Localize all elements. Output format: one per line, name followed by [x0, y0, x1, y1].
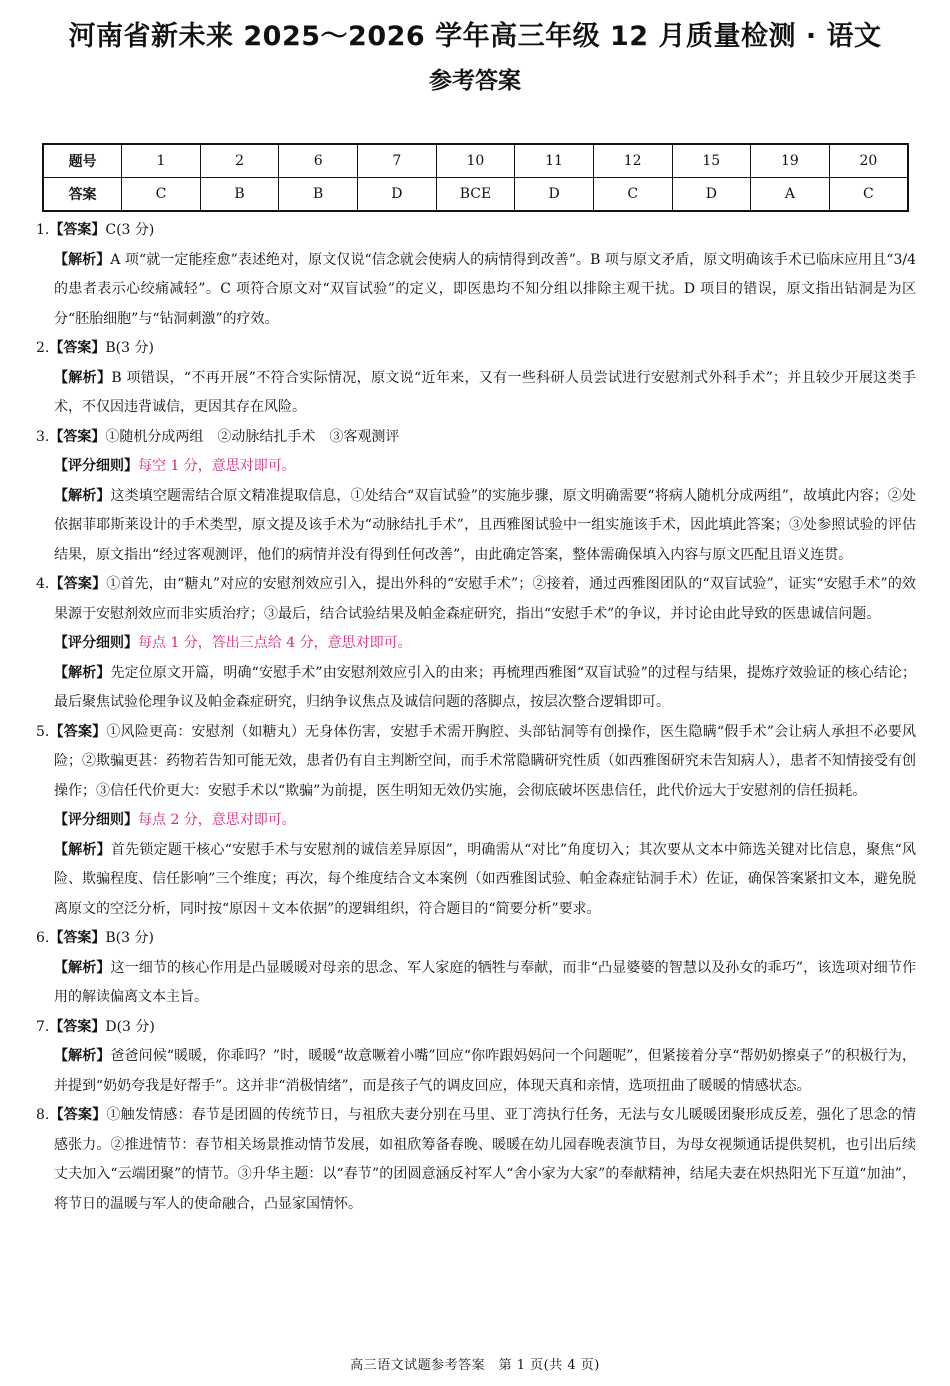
q5-scoring-text: 每点 2 分，意思对即可。: [138, 812, 296, 828]
q8-number: 8.: [36, 1107, 50, 1123]
q5-scoring: [36, 806, 916, 836]
answer-label: 【答案】: [49, 222, 106, 238]
answer-cell: D: [672, 178, 751, 212]
scoring-label: 【评分细则】: [54, 812, 138, 828]
q5-analysis-text: 首先锁定题干核心“安慰手术与安慰剂的诚信差异原因”，明确需从“对比”角度切入；其次要从文本中筛选关键对比信息，聚焦“风险、欺骗程度、信任影响”三个维度；再次，每个维度结合文本案例（如西雅图试验、帕金森症钻洞手术）佐证，确保答案紧扣文本，避免脱离原文的空泛分析，同时按“原因＋文本依据”的逻辑组织，符合题目的“简要分析”要求。: [54, 841, 916, 917]
q6-analysis: [36, 954, 916, 1013]
q2-analysis-text: B 项错误，“不再开展”不符合实际情况，原文说“近年来，又有一些科研人员尝试进行安慰剂式外科手术”；并且较少开展这类手术，不仅因违背诚信，更因其存在风险。: [54, 369, 916, 415]
q3-answer-text: ①随机分成两组 ②动脉结扎手术 ③客观测评: [105, 428, 400, 445]
q1-analysis-text: A 项“就一定能痊愈”表述绝对，原文仅说“信念就会使病人的病情得到改善”。B 项与原文矛盾，原文明确该手术已临床应用且“3/4 的患者表示心绞痛减轻”。C 项符合原文对“双盲试验”的定义，即医患均不知分组以排除主观干扰。D 项目的错误，原文指出钻洞是为区分“胚胎细胞”与“钻洞刺激”的疗效。: [54, 251, 916, 327]
q7-analysis-text: 爸爸问候“暖暖，你乖吗？”时，暖暖“故意噘着小嘴”回应“你咋跟妈妈问一个问题呢”，但紧接着分享“帮奶奶擦桌子”的积极行为，并提到“奶奶夸我是好帮手”。这并非“消极情绪”，而是孩子气的调皮回应，体现天真和亲情，选项扭曲了暖暖的情感状态。: [54, 1048, 916, 1094]
question-number-cell: 1: [122, 144, 201, 178]
analysis-label: 【解析】: [54, 959, 111, 976]
answer-explanations: [36, 216, 916, 1219]
q3-analysis-text: 这类填空题需结合原文精准提取信息，①处结合“双盲试验”的实施步骤，原文明确需要“将病人随机分成两组”，故填此内容；②处依据菲耶斯莱设计的手术类型，原文提及该手术为“动脉结扎手术”，且西雅图试验中一组实施该手术，因此填此答案；③处参照试验的评估结果，原文指出“经过客观测评，他们的病情并没有得到任何改善”，由此确定答案，整体需确保填入内容与原文匹配且语义连贯。: [54, 487, 916, 563]
q6-number: 6.: [36, 930, 50, 946]
q5-number: 5.: [36, 723, 50, 740]
answer-cell: C: [122, 178, 201, 212]
q7-analysis: [36, 1042, 916, 1101]
q3-number: 3.: [36, 428, 50, 445]
q1-answer: [36, 216, 916, 246]
q5-answer: [36, 718, 916, 807]
q2-analysis: [36, 364, 916, 423]
q1-analysis: [36, 246, 916, 335]
question-number-cell: 7: [358, 144, 437, 178]
question-number-cell: 15: [672, 144, 751, 178]
q8-answer: [36, 1101, 916, 1219]
answer-cell: C: [829, 178, 908, 212]
q4-scoring: [36, 629, 916, 659]
analysis-label: 【解析】: [54, 664, 111, 681]
question-number-cell: 20: [829, 144, 908, 178]
answer-table: [42, 143, 909, 212]
row-label-question: 题号: [43, 144, 122, 178]
q4-analysis: [36, 659, 916, 718]
question-number-cell: 6: [279, 144, 358, 178]
scoring-label: 【评分细则】: [54, 458, 138, 474]
question-number-cell: 19: [751, 144, 830, 178]
analysis-label: 【解析】: [54, 1048, 111, 1064]
answer-label: 【答案】: [49, 723, 107, 740]
q7-answer: [36, 1013, 916, 1043]
answer-label: 【答案】: [49, 576, 107, 592]
page-footer: 高三语文试题参考答案 第 1 页(共 4 页): [350, 1358, 600, 1373]
question-number-cell: 2: [200, 144, 279, 178]
q3-scoring: [36, 452, 916, 482]
q5-analysis: [36, 836, 916, 925]
answer-row: [43, 178, 908, 212]
question-number-cell: 11: [515, 144, 594, 178]
page-title: 河南省新未来 2025～2026 学年高三年级 12 月质量检测 · 语文: [68, 21, 882, 52]
question-number-cell: 12: [593, 144, 672, 178]
answer-cell: D: [515, 178, 594, 212]
q1-number: 1.: [36, 222, 50, 238]
answer-cell: B: [200, 178, 279, 212]
answer-label: 【答案】: [49, 1107, 107, 1123]
q3-scoring-text: 每空 1 分，意思对即可。: [138, 458, 296, 474]
q8-answer-text: ①触发情感：春节是团圆的传统节日，与祖欣夫妻分别在马里、亚丁湾执行任务，无法与女儿暖暖团聚形成反差，强化了思念的情感张力。②推进情节：春节相关场景推动情节发展，如祖欣筹备春晚、暖暖在幼儿园春晚表演节目，为母女视频通话提供契机，也引出后续丈夫加入“云端团聚”的情节。③升华主题：以“春节”的团圆意涵反衬军人“舍小家为大家”的奉献精神，结尾夫妻在炽热阳光下互道“加油”，将节日的温暖与军人的使命融合，凸显家国情怀。: [54, 1107, 917, 1212]
row-label-answer: 答案: [43, 178, 122, 212]
answer-cell: A: [751, 178, 830, 212]
q2-answer: [36, 334, 916, 364]
q4-answer-text: ①首先，由“糖丸”对应的安慰剂效应引入，提出外科的“安慰手术”；②接着，通过西雅图团队的“双盲试验”，证实“安慰手术”的效果源于安慰剂效应而非实质治疗；③最后，结合试验结果及帕金森症研究，指出“安慰手术”的争议，并讨论由此导致的医患诚信问题。: [54, 576, 916, 622]
q6-answer-text: B(3 分): [105, 930, 154, 946]
q2-number: 2.: [36, 340, 50, 356]
answer-label: 【答案】: [49, 340, 106, 356]
question-number-row: [43, 144, 908, 178]
q6-analysis-text: 这一细节的核心作用是凸显暖暖对母亲的思念、军人家庭的牺牲与奉献，而非“凸显婆婆的智慧以及孙女的乖巧”，该选项对细节作用的解读偏离文本主旨。: [54, 959, 917, 1005]
analysis-label: 【解析】: [54, 487, 111, 504]
question-number-cell: 10: [436, 144, 515, 178]
analysis-label: 【解析】: [54, 369, 112, 386]
analysis-label: 【解析】: [54, 841, 111, 858]
answer-label: 【答案】: [49, 930, 106, 946]
answer-label: 【答案】: [49, 1018, 106, 1035]
answer-cell: B: [279, 178, 358, 212]
answer-cell: C: [593, 178, 672, 212]
q4-scoring-text: 每点 1 分，答出三点给 4 分，意思对即可。: [138, 635, 412, 651]
q3-analysis: [36, 482, 916, 571]
q3-answer: [36, 423, 916, 453]
q4-number: 4.: [36, 576, 50, 592]
q5-answer-text: ①风险更高：安慰剂（如糖丸）无身体伤害，安慰手术需开胸腔、头部钻洞等有创操作，医生隐瞒“假手术”会让病人承担不必要风险；②欺骗更甚：药物若告知可能无效，患者仍有自主判断空间，而手术常隐瞒研究性质（如西雅图研究未告知病人），患者不知情接受有创操作；③信任代价更大：安慰手术以“欺骗”为前提，医生明知无效仍实施，会彻底破坏医患信任，此代价远大于安慰剂的信任损耗。: [54, 723, 917, 799]
q2-answer-text: B(3 分): [105, 340, 154, 356]
answer-label: 【答案】: [49, 428, 106, 445]
q4-answer: [36, 570, 916, 629]
q4-analysis-text: 先定位原文开篇，明确“安慰手术”由安慰剂效应引入的由来；再梳理西雅图“双盲试验”的过程与结果，提炼疗效验证的核心结论；最后聚焦试验伦理争议及帕金森症研究，归纳争议焦点及诚信问题的落脚点，按层次整合逻辑即可。: [54, 664, 916, 710]
analysis-label: 【解析】: [54, 251, 111, 268]
q1-answer-text: C(3 分): [105, 222, 155, 238]
page-subtitle: 参考答案: [429, 68, 521, 94]
answer-cell: BCE: [436, 178, 515, 212]
scoring-label: 【评分细则】: [54, 635, 138, 651]
q6-answer: [36, 924, 916, 954]
answer-cell: D: [358, 178, 437, 212]
q7-number: 7.: [36, 1018, 50, 1035]
q7-answer-text: D(3 分): [105, 1018, 155, 1035]
